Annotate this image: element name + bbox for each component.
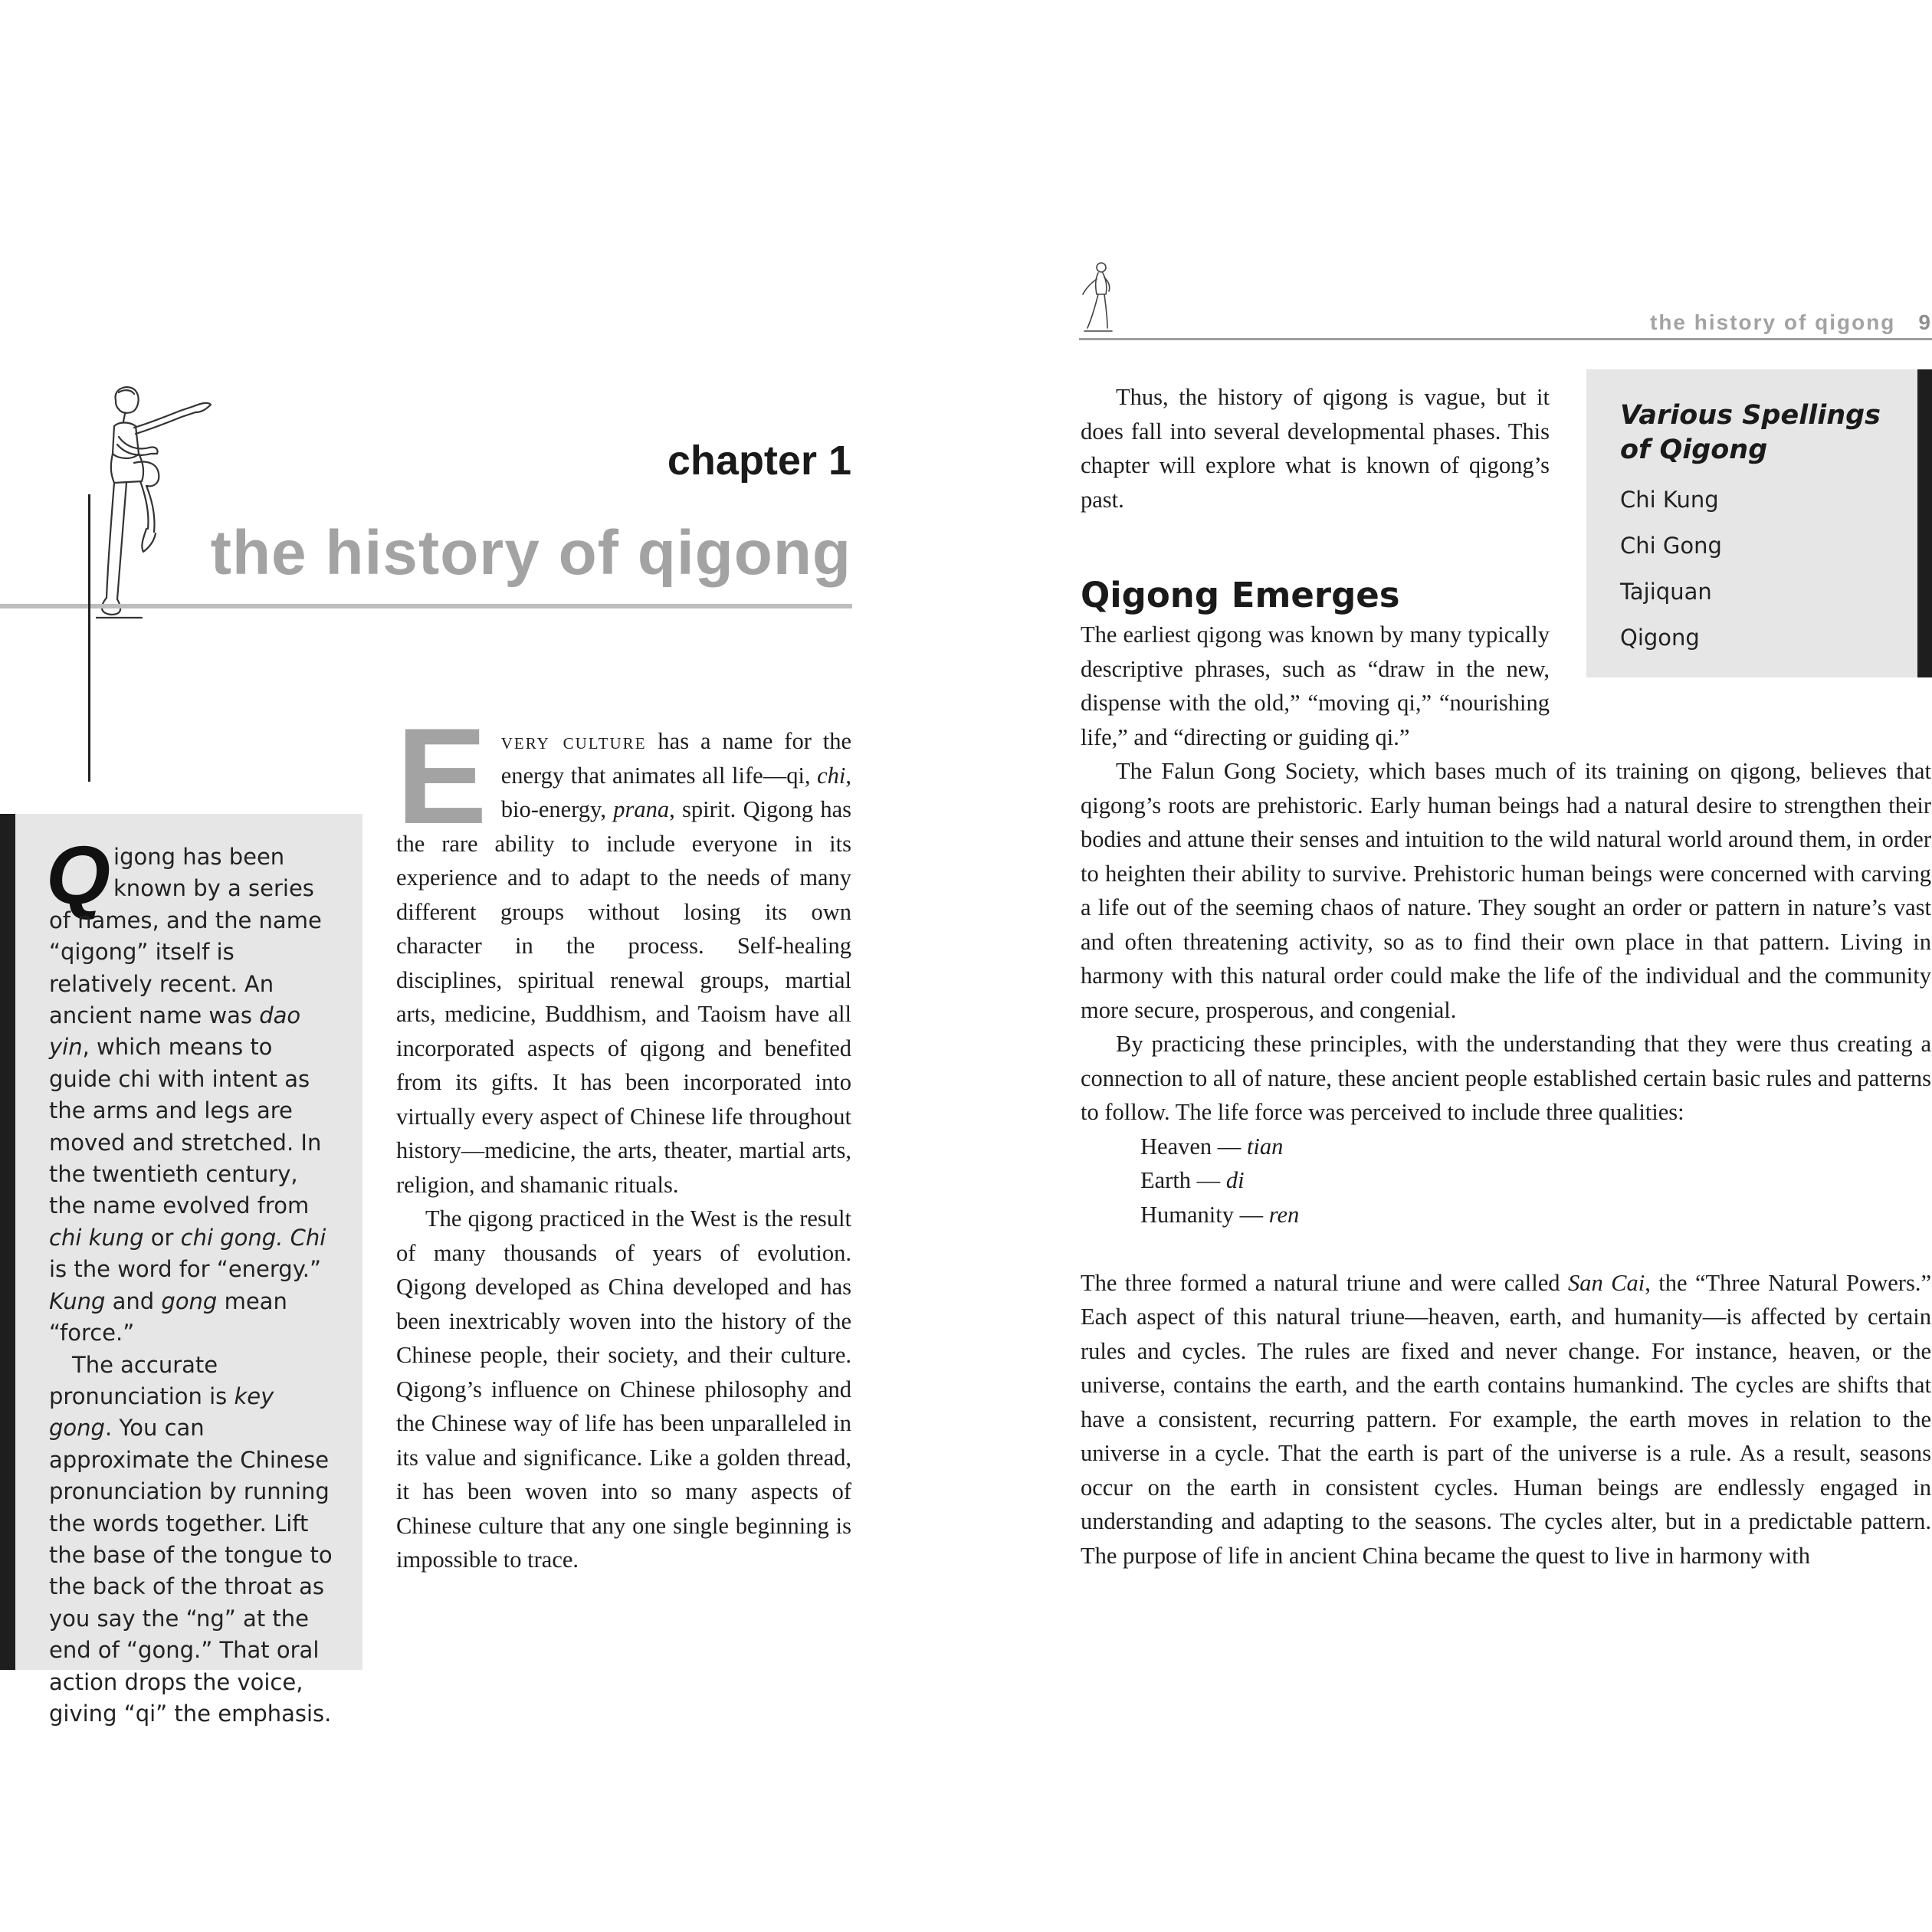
- intro-paragraph: Thus, the history of qigong is vague, but it does fall into several developmental phases. This chapter will explore what is known of qigong’s past.: [1081, 384, 1550, 513]
- list-item: Earth — di: [1140, 1167, 1245, 1193]
- right-paragraph-2: The Falun Gong Society, which bases much of its training on qigong, believes that qigong’s roots are prehistoric. Early human beings had a natural desire to strengthen their bodies and attune their senses and intuition to the wild natural world around them, in order to heighten their ability to survive. Prehistoric human beings were concerned with carving a life out of the seeming chaos of nature. They sought an order or pattern in nature’s vast and often threatening activity, so as to find their own place in that pattern. Living in harmony with this natural order could make the life of the individual and the community more secure, prosperous, and congenial.: [1081, 758, 1931, 1023]
- page-number: 9: [1918, 310, 1932, 334]
- vertical-rule: [88, 494, 90, 782]
- running-head-rule: [1079, 338, 1932, 340]
- sidebar-paragraph-1: Qigong has been known by a series of names, and the name “qigong” itself is relatively recent. An ancient name was dao yin, which means to guide chi with intent as the arms and legs are moved and stretched. In the twentieth century, the name evolved from chi kung or chi gong. Chi is the word for “energy.” Kung and gong mean “force.”: [46, 828, 326, 1346]
- sidebar-drop-cap: Q: [46, 828, 111, 921]
- lead-in-smallcaps: very culture: [500, 728, 647, 754]
- right-body-continued: [1081, 754, 1931, 1573]
- chapter-title-rule: [0, 604, 852, 608]
- three-qualities-list: [1081, 1130, 1931, 1232]
- right-paragraph-3: By practicing these principles, with the understanding that they were thus creating a connection to all of nature, these ancient people established certain basic rules and patterns to follow. The life force was perceived to include three qualities:: [1081, 1031, 1931, 1125]
- right-body-text: [1081, 618, 1931, 754]
- list-item: Chi Kung: [1620, 487, 1719, 513]
- running-head: the history of qigong 9: [1650, 310, 1932, 334]
- right-paragraph-4: The three formed a natural triune and were called San Cai, the “Three Natural Powers.” Each aspect of this natural triune—heaven, earth, and humanity—is affected by certain rules and cycles. The rules are fixed and never change. For instance, heaven, or the universe, contains the earth, and the earth contains humankind. The cycles are shifts that have a consistent, recurring pattern. For example, the earth moves in relation to the universe in a cycle. That the earth is part of the universe is a rule. As a result, seasons occur on the earth in consistent cycles. Human beings are endlessly engaged in understanding and adapting to the seasons. The cycles alter, but in a predictable pattern. The purpose of life in ancient China became the quest to live in harmony with: [1081, 1269, 1931, 1569]
- chapter-title: the history of qigong: [210, 518, 851, 588]
- sidebar-text: [46, 828, 333, 1730]
- left-paragraph-2: The qigong practiced in the West is the result of many thousands of years of evolution. Qigong developed as China developed and has been inextricably woven into the history of the Chinese people, their society, and their culture. Qigong’s influence on Chinese philosophy and the Chinese way of life has been unparalleled in its value and significance. Like a golden thread, it has been woven into so many aspects of Chinese culture that any one single beginning is impossible to trace.: [396, 1205, 851, 1573]
- list-item: Qigong: [1620, 625, 1700, 651]
- drop-cap-e: E: [396, 700, 487, 852]
- list-item: Humanity — ren: [1140, 1201, 1300, 1228]
- list-item: Tajiquan: [1620, 579, 1712, 605]
- sidebar-paragraph-2: The accurate pronunciation is key gong. You can approximate the Chinese pronunciation by running the words together. Lift the base of the tongue to the back of the throat as you say the “ng” at the end of “gong.” That oral action drops the voice, giving “qi” the emphasis.: [49, 1351, 333, 1727]
- chapter-label: chapter 1: [667, 438, 851, 484]
- list-item: Heaven — tian: [1140, 1133, 1284, 1160]
- qigong-figure-illustration: [96, 383, 238, 640]
- section-heading: Qigong Emerges: [1081, 575, 1400, 615]
- boxout-title: Various Spellings of Qigong: [1620, 400, 1881, 465]
- right-paragraph-1: The earliest qigong was known by many typically descriptive phrases, such as “draw in the new, dispense with the old,” “moving qi,” “nourishing life,” and “directing or guiding qi.”: [1081, 622, 1550, 750]
- left-main-column: [396, 700, 851, 1577]
- list-item: Chi Gong: [1620, 533, 1722, 559]
- sidebar-accent-bar: [0, 814, 15, 1670]
- left-paragraph-1: Every culture has a name for the energy that animates all life—qi, chi, bio-energy, prana, spirit. Qigong has the rare ability to include everyone in its experience and to adapt to the needs of many different groups without losing its own character in the process. Self-healing disciplines, spiritual renewal groups, martial arts, medicine, Buddhism, and Taoism have all incorporated aspects of qigong and benefited from its gifts. It has been incorporated into virtually every aspect of Chinese life throughout history—medicine, the arts, theater, martial arts, religion, and shamanic rituals.: [396, 700, 851, 1198]
